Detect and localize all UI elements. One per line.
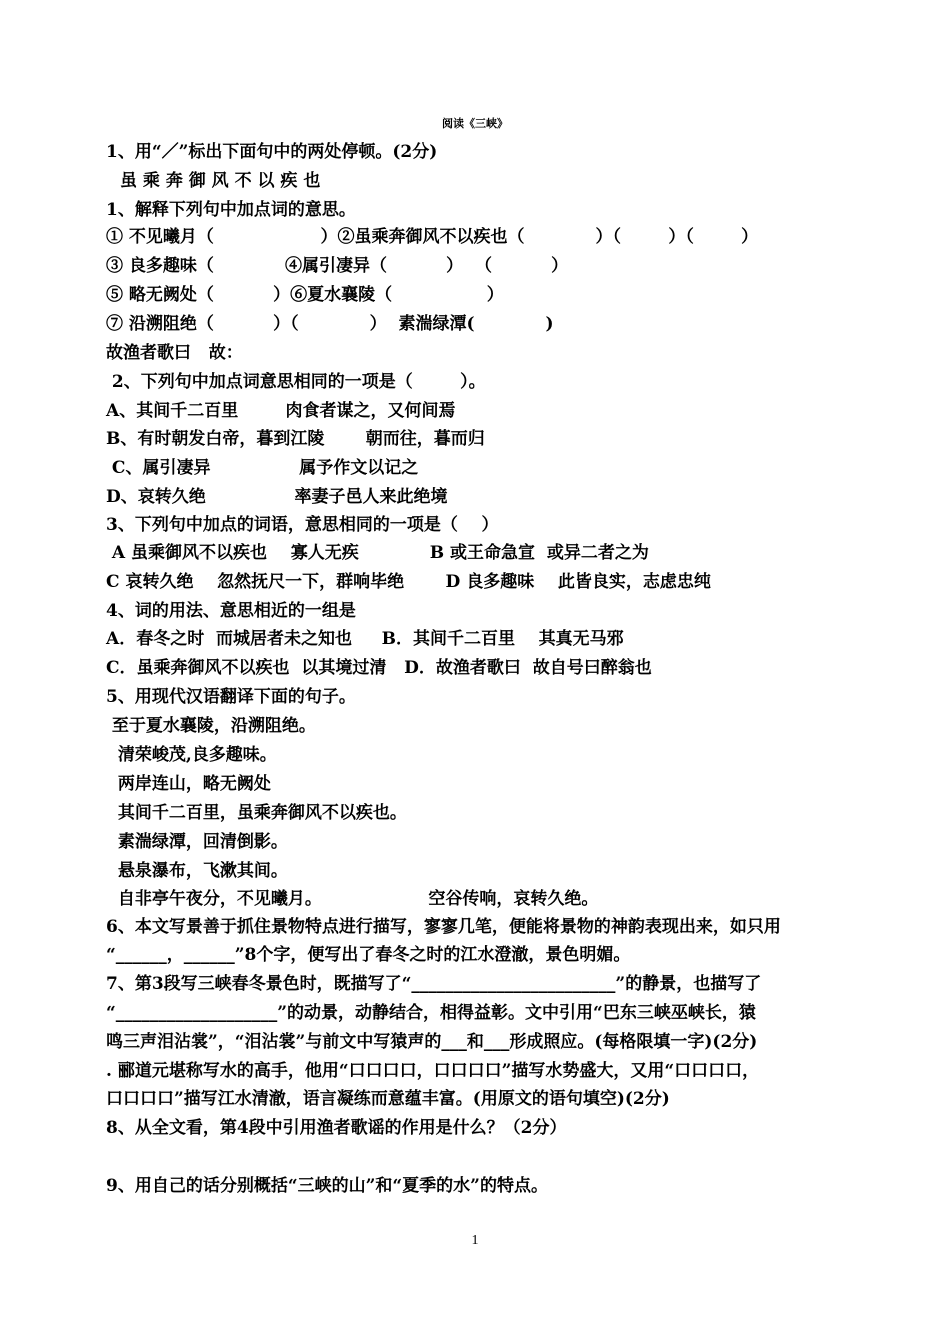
option-3cd: C 哀转久绝 忽然抚尺一下，群响毕绝 D 良多趣味 此皆良实，志虑忠纯 — [106, 572, 711, 592]
explain-row-5: 故渔者歌曰 故： — [106, 343, 243, 363]
question-4: 4、词的用法、意思相近的一组是 — [106, 601, 356, 621]
option-2b: B、有时朝发白帝，暮到江陵 朝而往，暮而归 — [106, 429, 485, 449]
option-4ab: A．春冬之时 而城居者未之知也 B．其间千二百里 其真无马邪 — [106, 629, 624, 649]
question-6: 6、本文写景善于抓住景物特点进行描写，寥寥几笔，便能将景物的神韵表现出来，如只用 — [106, 917, 781, 937]
option-2d: D、哀转久绝 率妻子邑人来此绝境 — [106, 487, 448, 507]
translate-sentence-3: 两岸连山，略无阙处 — [106, 774, 271, 794]
option-2a: A、其间千二百里 肉食者谋之，又何间焉 — [106, 401, 456, 421]
explain-row-2: ③ 良多趣味（ ④属引凄异（ ） （ ） — [106, 256, 569, 276]
question-7-cont-1: “___________________”的动景，动静结合，相得益彰。文中引用“巴东三峡巫峡长，猿 — [106, 1003, 756, 1023]
page-number: 1 — [471, 1233, 479, 1248]
page-title: 阅读《三峡》 — [442, 117, 508, 130]
translate-sentence-4: 其间千二百里，虽乘奔御风不以疾也。 — [106, 803, 407, 823]
translate-sentence-1: 至于夏水襄陵，沿溯阻绝。 — [106, 716, 316, 736]
question-7-cont-4: 口口口口”描写江水清澈，语言凝练而意蕴丰富。(用原文的语句填空)(2分) — [106, 1089, 670, 1109]
question-6-cont: “______，______”8个字，便写出了春冬之时的江水澄澈，景色明媚。 — [106, 945, 631, 965]
option-4cd: C．虽乘奔御风不以疾也 以其境过清 D．故渔者歌曰 故自号曰醉翁也 — [106, 658, 652, 678]
translate-sentence-5: 素湍绿潭，回清倒影。 — [106, 832, 288, 852]
explain-row-4: ⑦ 沿溯阻绝（ ）（ ） 素湍绿潭( ) — [106, 314, 554, 334]
question-7-cont-3: . 郦道元堪称写水的高手，他用“口口口口，口口口口”描写水势盛大，又用“口口口口， — [106, 1061, 760, 1081]
question-1-pause: 1、用“／”标出下面句中的两处停顿。(2分) — [106, 142, 438, 162]
explain-row-1: ① 不见曦月（ ）②虽乘奔御风不以疾也（ ）（ ）（ ） — [106, 227, 759, 247]
question-7-cont-2: 鸣三声泪沾裳”，“泪沾裳”与前文中写猿声的___和___形成照应。(每格限填一字)(2分) — [106, 1032, 758, 1052]
question-1-explain: 1、解释下列句中加点词的意思。 — [106, 200, 356, 220]
question-9: 9、用自己的话分别概括“三峡的山”和“夏季的水”的特点。 — [106, 1176, 548, 1196]
option-3ab: A 虽乘御风不以疾也 寡人无疾 B 或王命急宣 或异二者之为 — [106, 543, 649, 563]
question-2: 2、下列句中加点词意思相同的一项是（ ）。 — [106, 372, 486, 392]
explain-row-3: ⑤ 略无阙处（ ）⑥夏水襄陵（ ） — [106, 285, 504, 305]
question-5: 5、用现代汉语翻译下面的句子。 — [106, 687, 356, 707]
translate-sentence-6: 悬泉瀑布，飞漱其间。 — [106, 861, 288, 881]
question-7: 7、第3段写三峡春冬景色时，既描写了“________________________”的静景，也描写了 — [106, 974, 762, 994]
question-3: 3、下列句中加点的词语，意思相同的一项是（ ） — [106, 515, 499, 535]
translate-sentence-2: 清荣峻茂,良多趣味。 — [106, 745, 277, 765]
sentence-to-mark: 虽 乘 奔 御 风 不 以 疾 也 — [120, 171, 321, 191]
translate-sentence-7: 自非亭午夜分，不见曦月。 空谷传响，哀转久绝。 — [106, 889, 599, 909]
question-8: 8、从全文看，第4段中引用渔者歌谣的作用是什么？（2分） — [106, 1118, 567, 1138]
option-2c: C、属引凄异 属予作文以记之 — [106, 458, 419, 478]
